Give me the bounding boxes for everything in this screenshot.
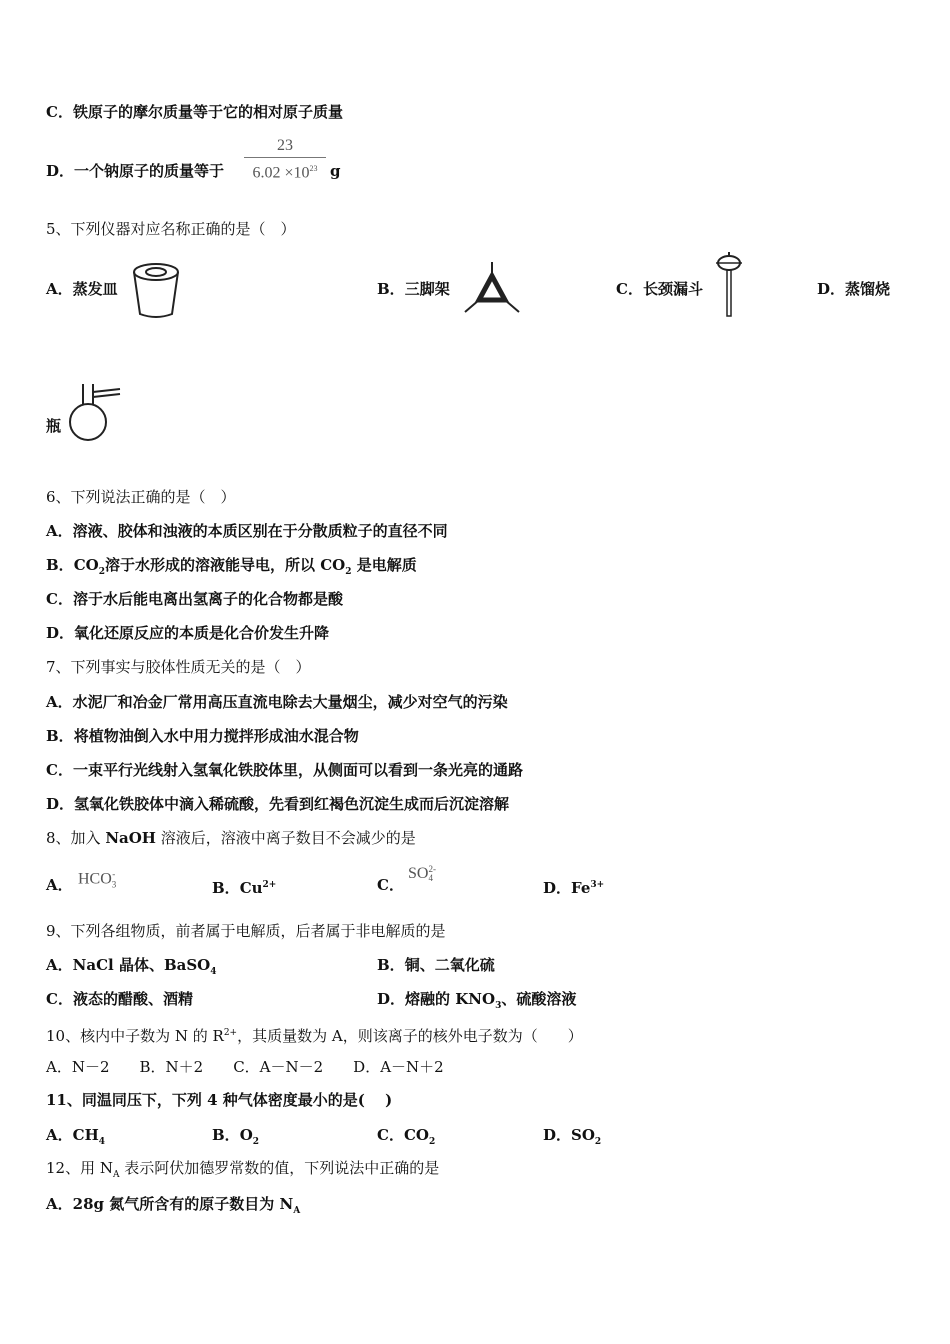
funnel-icon: [714, 250, 744, 318]
q11-stem: 11、同温同压下，下列 4 种气体密度最小的是( ): [46, 1091, 393, 1109]
q5-option-d: D．蒸馏烧: [817, 280, 891, 298]
q5-option-d-tail: 瓶: [46, 417, 62, 435]
q8-option-a: A．: [46, 876, 73, 894]
q6-option-c: C．溶于水后能电离出氢离子的化合物都是酸: [46, 590, 343, 608]
q5-option-c: C．长颈漏斗: [616, 280, 703, 298]
q4-option-d: D．一个钠原子的质量等于: [46, 162, 225, 180]
q11-option-c: C．$CO_2$: [377, 1126, 436, 1147]
q6-option-a: A．溶液、胶体和浊液的本质区别在于分散质粒子的直径不同: [46, 522, 448, 540]
q4-option-c: C．铁原子的摩尔质量等于它的相对原子质量: [46, 103, 343, 121]
q12-option-a: A．28g 氮气所含有的原子数目为 $N_A$: [46, 1195, 301, 1216]
q7-stem: 7、下列事实与胶体性质无关的是（ ）: [46, 658, 311, 676]
flask-icon: [64, 380, 124, 444]
q4-fraction: [244, 136, 326, 183]
q8-option-c-formula: SO 2- 4: [408, 864, 436, 884]
q9-option-d: D．熔融的 $KNO_3$、硫酸溶液: [377, 990, 577, 1011]
q11-option-b: B．$O_2$: [212, 1126, 260, 1147]
q8-option-d: D．$Fe^{3+}$: [543, 879, 605, 897]
q9-option-a: A．NaCl 晶体、BaSO$_4$: [46, 956, 217, 977]
q7-option-d: D．氢氧化铁胶体中滴入稀硫酸，先看到红褐色沉淀生成而后沉淀溶解: [46, 795, 510, 813]
q11-option-d: D．$SO_2$: [543, 1126, 602, 1147]
q5-stem: 5、下列仪器对应名称正确的是（ ）: [46, 220, 296, 238]
q12-stem: 12、用 $N_A$ 表示阿伏加德罗常数的值，下列说法中正确的是: [46, 1159, 440, 1180]
q9-option-c: C．液态的醋酸、酒精: [46, 990, 193, 1008]
q4-unit: g: [330, 162, 341, 180]
q9-option-b: B．铜、二氧化硫: [377, 956, 495, 974]
fraction-denominator: $6.02 \times 10^{23}$: [252, 164, 318, 182]
q8-option-b: B．$Cu^{2+}$: [212, 879, 277, 897]
q9-stem: 9、下列各组物质，前者属于电解质，后者属于非电解质的是: [46, 922, 446, 940]
q7-option-b: B．将植物油倒入水中用力搅拌形成油水混合物: [46, 727, 359, 745]
q7-option-c: C．一束平行光线射入氢氧化铁胶体里，从侧面可以看到一条光亮的通路: [46, 761, 523, 779]
crucible-icon: [128, 260, 184, 320]
q5-option-b: B．三脚架: [377, 280, 450, 298]
q8-option-a-formula: $HCO_3^-$: [78, 869, 117, 890]
q8-stem: 8、加入 NaOH 溶液后，溶液中离子数目不会减少的是: [46, 829, 416, 847]
fraction-numerator: 23: [277, 137, 293, 154]
q6-stem: 6、下列说法正确的是（ ）: [46, 488, 236, 506]
q7-option-a: A．水泥厂和冶金厂常用高压直流电除去大量烟尘，减少对空气的污染: [46, 693, 508, 711]
q8-option-c: C．: [377, 876, 404, 894]
q10-options: A．N－2 B．N＋2 C．A－N－2 D．A－N＋2: [46, 1058, 444, 1076]
triangle-stand-icon: [463, 262, 521, 316]
q5-option-a: A．蒸发皿: [46, 280, 118, 298]
q6-option-d: D．氧化还原反应的本质是化合价发生升降: [46, 624, 330, 642]
q10-stem: 10、核内中子数为 N 的 $R^{2+}$，其质量数为 A，则该离子的核外电子数为（ ）: [46, 1027, 583, 1045]
q6-option-b: B．$CO_2$溶于水形成的溶液能导电，所以 $CO_2$ 是电解质: [46, 556, 417, 577]
q11-option-a: A．$CH_4$: [46, 1126, 106, 1147]
